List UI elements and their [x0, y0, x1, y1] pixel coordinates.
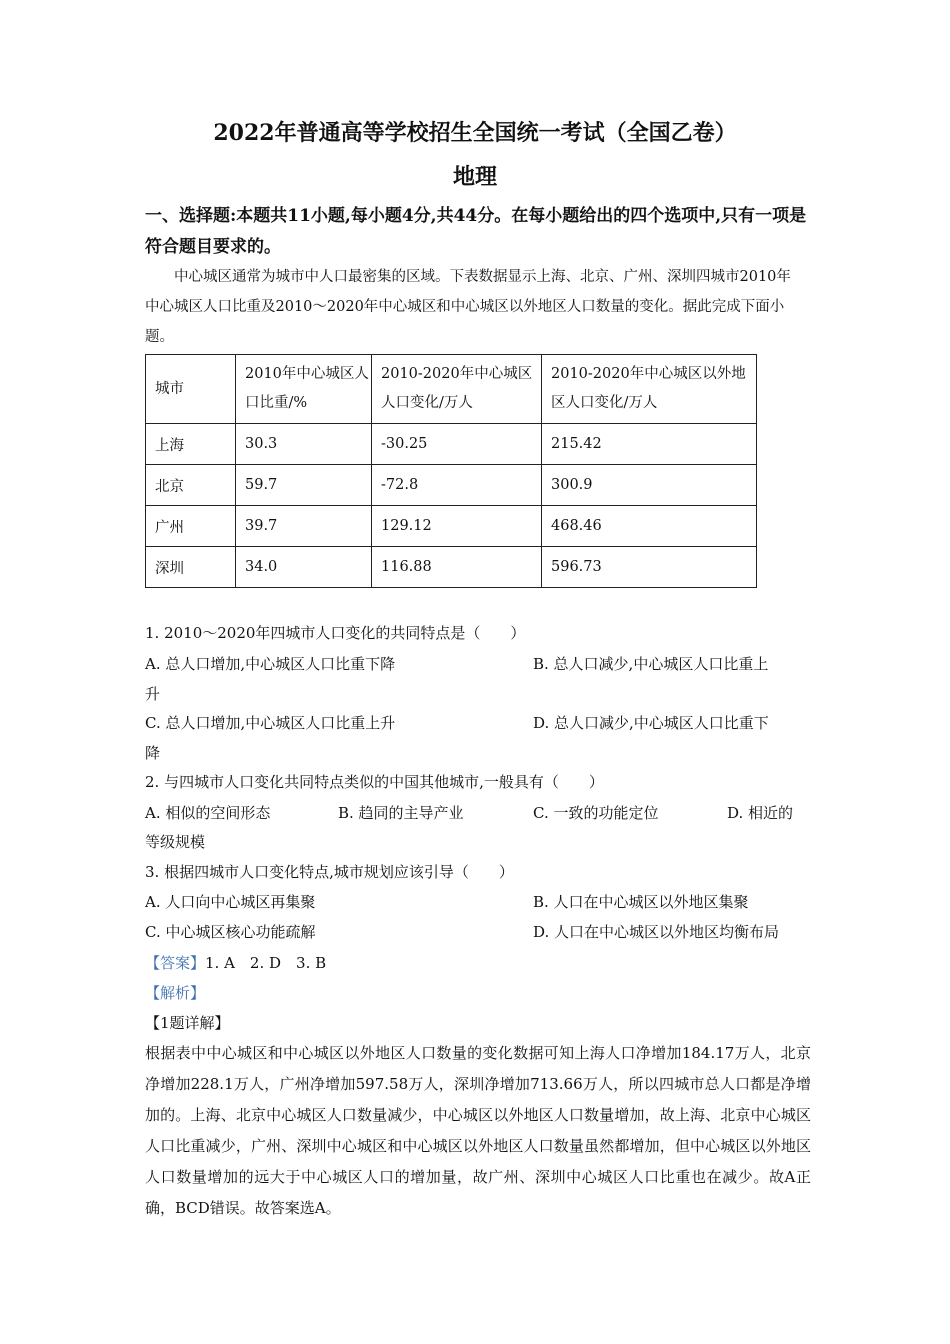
table-row	[146, 506, 757, 547]
subject-title: 地理	[452, 164, 497, 190]
table-cell: 34.0	[236, 547, 372, 588]
table-row	[146, 465, 757, 506]
table-cell: 215.42	[542, 424, 757, 465]
section-header: 一、选择题:本题共11小题,每小题4分,共44分。在每小题给出的四个选项中,只有一项是符合题目要求的。	[145, 206, 807, 257]
table-cell: 129.12	[372, 506, 542, 547]
answer-text: 1. A 2. D 3. B	[205, 954, 327, 972]
question-1-option-b-wrap: 升	[145, 685, 161, 703]
answer-tag: 【答案】	[145, 954, 206, 972]
question-1-option-d-wrap: 降	[145, 744, 161, 762]
question-3-option-b: B. 人口在中心城区以外地区集聚	[533, 893, 749, 911]
question-1-option-b: B. 总人口减少,中心城区人口比重上	[533, 655, 769, 673]
table-cell: 596.73	[542, 547, 757, 588]
intro-text: 中心城区通常为城市中人口最密集的区域。下表数据显示上海、北京、广州、深圳四城市2010年中心城区人口比重及2010～2020年中心城区和中心城区以外地区人口数量的变化。据此完成下面小题。	[145, 269, 791, 345]
question-1-stem: 1. 2010～2020年四城市人口变化的共同特点是（ ）	[145, 624, 526, 642]
table-row	[146, 547, 757, 588]
question-1-option-c: C. 总人口增加,中心城区人口比重上升	[145, 714, 396, 732]
question-3-option-d: D. 人口在中心城区以外地区均衡布局	[533, 923, 780, 941]
analysis-tag: 【解析】	[145, 984, 206, 1002]
table-header-cell: 2010年中心城区人口比重/%	[236, 355, 372, 424]
table-cell: 39.7	[236, 506, 372, 547]
exam-title: 2022年普通高等学校招生全国统一考试（全国乙卷）	[213, 120, 737, 146]
intro-paragraph	[145, 262, 805, 352]
data-table	[145, 354, 757, 588]
table-header-cell: 2010-2020年中心城区以外地区人口变化/万人	[542, 355, 757, 424]
question-2-option-c: C. 一致的功能定位	[533, 804, 659, 822]
question-2-option-a: A. 相似的空间形态	[145, 804, 271, 822]
table-header-cell: 城市	[146, 355, 236, 424]
table-header-row	[146, 355, 757, 424]
question-2-option-b: B. 趋同的主导产业	[338, 804, 464, 822]
table-cell: -30.25	[372, 424, 542, 465]
question-3-option-a: A. 人口向中心城区再集聚	[145, 893, 316, 911]
question-1-option-a: A. 总人口增加,中心城区人口比重下降	[145, 655, 396, 673]
table-cell: 300.9	[542, 465, 757, 506]
question-2-option-d-wrap: 等级规模	[145, 833, 206, 851]
table-cell: -72.8	[372, 465, 542, 506]
question-2-option-d: D. 相近的	[727, 804, 794, 822]
question-3-option-c: C. 中心城区核心功能疏解	[145, 923, 316, 941]
table-cell: 广州	[146, 506, 236, 547]
table-cell: 30.3	[236, 424, 372, 465]
table-row	[146, 424, 757, 465]
table-cell: 59.7	[236, 465, 372, 506]
table-cell: 深圳	[146, 547, 236, 588]
question-3-stem: 3. 根据四城市人口变化特点,城市规划应该引导（ ）	[145, 863, 514, 881]
question-1-option-d: D. 总人口减少,中心城区人口比重下	[533, 714, 769, 732]
answer-line	[145, 948, 326, 978]
table-header-cell: 2010-2020年中心城区人口变化/万人	[372, 355, 542, 424]
explanation-paragraph: 根据表中中心城区和中心城区以外地区人口数量的变化数据可知上海人口净增加184.17万人，北京净增加228.1万人，广州净增加597.58万人，深圳净增加713.66万人，所以四城市总人口都是净增加的。上海、北京中心城区人口数量减少，中心城区以外地区人口数量增加，故上海、北京中心城区人口比重减少，广州、深圳中心城区和中心城区以外地区人口数量虽然都增加，但中心城区以外地区人口数量增加的远大于中心城区人口的增加量，故广州、深圳中心城区人口比重也在减少。故A正确，BCD错误。故答案选A。	[145, 1044, 811, 1217]
question-2-stem: 2. 与四城市人口变化共同特点类似的中国其他城市,一般具有（ ）	[145, 773, 604, 791]
detail-tag: 【1题详解】	[145, 1014, 230, 1032]
table-cell: 北京	[146, 465, 236, 506]
table-cell: 上海	[146, 424, 236, 465]
table-cell: 116.88	[372, 547, 542, 588]
table-cell: 468.46	[542, 506, 757, 547]
